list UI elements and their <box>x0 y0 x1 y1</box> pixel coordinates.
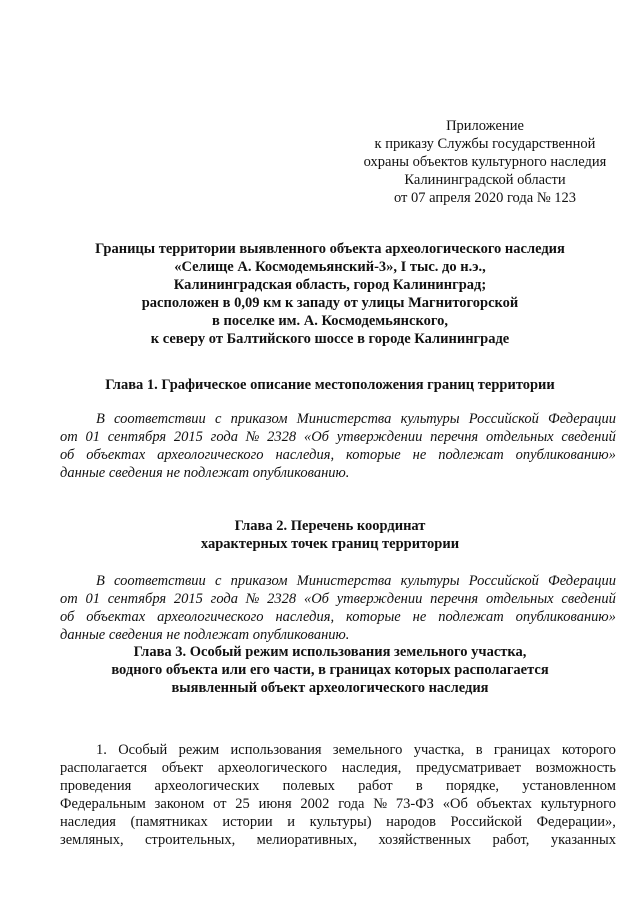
word: сентября <box>107 591 167 607</box>
word: археологического <box>157 447 264 463</box>
word: земельного <box>332 742 403 758</box>
paragraph-line: данные сведения не подлежат опубликованию. <box>60 465 350 481</box>
word: 2328 <box>267 591 297 607</box>
word: в <box>415 778 423 794</box>
word: 01 <box>85 429 100 445</box>
word: культуры <box>400 573 460 589</box>
title-line: Калининградская область, город Калининград; <box>173 277 487 293</box>
word: (памятниках <box>130 814 208 830</box>
word: июня <box>258 796 292 812</box>
chapter-heading-line: выявленный объект археологического наследия <box>171 680 489 696</box>
word: года <box>338 796 365 812</box>
word: Российской <box>468 573 539 589</box>
title-line: «Селище А. Космодемьянский-3», I тыс. до н.э., <box>174 259 486 275</box>
word: проведения <box>60 778 132 794</box>
word: Федерации», <box>536 814 616 830</box>
word: отдельных <box>485 591 554 607</box>
word: и <box>287 814 296 830</box>
word: Федеральным <box>60 796 146 812</box>
word: от <box>213 796 227 812</box>
word: которые <box>346 447 401 463</box>
word: культуры <box>400 411 460 427</box>
word: сведений <box>561 591 616 607</box>
word: опубликованию» <box>515 609 616 625</box>
word: наследия, <box>275 609 335 625</box>
paragraph-line <box>60 410 616 428</box>
word: «Об <box>442 796 468 812</box>
word: утверждении <box>336 591 423 607</box>
word: Российской <box>450 814 522 830</box>
word: участка, <box>413 742 465 758</box>
word: указанных <box>550 832 616 848</box>
word: использования <box>230 742 322 758</box>
paragraph-line <box>60 741 616 759</box>
word: наследия, <box>275 447 335 463</box>
document-title <box>40 240 620 348</box>
word: земляных, <box>60 832 124 848</box>
word: приказом <box>230 573 288 589</box>
word: археологических <box>154 778 260 794</box>
word: подлежат <box>438 609 504 625</box>
word: порядке, <box>445 778 500 794</box>
word: Российской <box>468 411 539 427</box>
word: наследия, <box>341 760 402 776</box>
word: объект <box>161 760 204 776</box>
word: археологического <box>157 609 264 625</box>
chapter-2-heading <box>40 517 620 553</box>
word: Министерства <box>296 573 392 589</box>
word: объектах <box>476 796 532 812</box>
chapter-3-heading <box>40 643 620 697</box>
word: об <box>60 447 75 463</box>
word: объектах <box>86 609 146 625</box>
word: от <box>60 591 78 607</box>
word: располагается <box>60 760 148 776</box>
word: мелиоративных, <box>256 832 358 848</box>
word: отдельных <box>485 429 554 445</box>
paragraph-line <box>60 428 616 446</box>
word: Особый <box>118 742 168 758</box>
title-line: расположен в 0,09 км к западу от улицы Магнитогорской <box>141 295 519 311</box>
word: соответствии <box>114 411 206 427</box>
word: полевых <box>282 778 335 794</box>
word: с <box>215 573 222 589</box>
chapter-heading-line: Глава 3. Особый режим использования земельного участка, <box>133 644 527 660</box>
paragraph-line <box>60 777 616 795</box>
chapter-2-paragraph <box>60 572 616 644</box>
word: не <box>412 447 427 463</box>
word: работ <box>358 778 393 794</box>
word: № <box>245 429 260 445</box>
word: В <box>96 573 105 589</box>
word: предусматривает <box>416 760 521 776</box>
paragraph-line <box>60 831 616 849</box>
word: В <box>96 411 105 427</box>
word: работ, <box>492 832 530 848</box>
word: 73-ФЗ <box>395 796 434 812</box>
word: «Об <box>303 429 329 445</box>
word: от <box>60 429 78 445</box>
word: сентября <box>107 429 167 445</box>
word: 25 <box>235 796 250 812</box>
word: объектах <box>86 447 146 463</box>
word: подлежат <box>438 447 504 463</box>
appendix-line: охраны объектов культурного наследия <box>363 154 607 170</box>
word: приказом <box>230 411 288 427</box>
word: законом <box>154 796 205 812</box>
word: которого <box>561 742 616 758</box>
paragraph-line <box>60 590 616 608</box>
word: границах <box>493 742 551 758</box>
title-line: Границы территории выявленного объекта археологического наследия <box>95 241 565 257</box>
word: режим <box>178 742 220 758</box>
chapter-3-paragraph <box>60 741 616 849</box>
chapter-1-heading <box>40 376 620 394</box>
word: с <box>215 411 222 427</box>
word: хозяйственных <box>378 832 472 848</box>
word: утверждении <box>336 429 423 445</box>
word: года <box>210 591 238 607</box>
word: № <box>373 796 388 812</box>
word: года <box>210 429 238 445</box>
chapter-heading-line: характерных точек границ территории <box>200 536 460 552</box>
word: 01 <box>85 591 100 607</box>
word: об <box>60 609 75 625</box>
paragraph-line <box>60 813 616 831</box>
word: археологического <box>217 760 328 776</box>
word: 2015 <box>173 591 203 607</box>
word: наследия <box>60 814 116 830</box>
word: возможность <box>535 760 616 776</box>
paragraph-line <box>60 759 616 777</box>
word: не <box>412 609 427 625</box>
word: «Об <box>303 591 329 607</box>
word: народов <box>386 814 436 830</box>
word: культуры) <box>309 814 372 830</box>
paragraph-line <box>60 795 616 813</box>
appendix-line: от 07 апреля 2020 года № 123 <box>393 190 577 206</box>
word: соответствии <box>114 573 206 589</box>
word: Министерства <box>296 411 392 427</box>
word: перечня <box>430 591 479 607</box>
appendix-header <box>340 117 630 207</box>
paragraph-line <box>60 608 616 626</box>
word: установленном <box>522 778 616 794</box>
word: 2002 <box>300 796 330 812</box>
chapter-heading-line: Глава 2. Перечень координат <box>234 518 426 534</box>
word: опубликованию» <box>515 447 616 463</box>
appendix-line: к приказу Службы государственной <box>374 136 596 152</box>
word: строительных, <box>145 832 236 848</box>
word: 1. <box>96 742 107 758</box>
title-line: в поселке им. А. Космодемьянского, <box>212 313 448 329</box>
chapter-heading-line: водного объекта или его части, в границах которых располагается <box>111 662 549 678</box>
word: 2328 <box>267 429 297 445</box>
word: истории <box>222 814 273 830</box>
word: сведений <box>561 429 616 445</box>
paragraph-line: данные сведения не подлежат опубликованию. <box>60 627 350 643</box>
title-line: к северу от Балтийского шоссе в городе Калининграде <box>150 331 510 347</box>
word: перечня <box>430 429 479 445</box>
paragraph-line <box>60 572 616 590</box>
word: в <box>475 742 483 758</box>
word: которые <box>346 609 401 625</box>
chapter-heading-line: Глава 1. Графическое описание местоположения границ территории <box>105 377 555 393</box>
word: № <box>245 591 260 607</box>
word: 2015 <box>173 429 203 445</box>
word: культурного <box>540 796 616 812</box>
word: Федерации <box>548 573 616 589</box>
appendix-line: Приложение <box>446 118 524 134</box>
paragraph-line <box>60 446 616 464</box>
word: Федерации <box>548 411 616 427</box>
appendix-line: Калининградской области <box>404 172 566 188</box>
chapter-1-paragraph <box>60 410 616 482</box>
